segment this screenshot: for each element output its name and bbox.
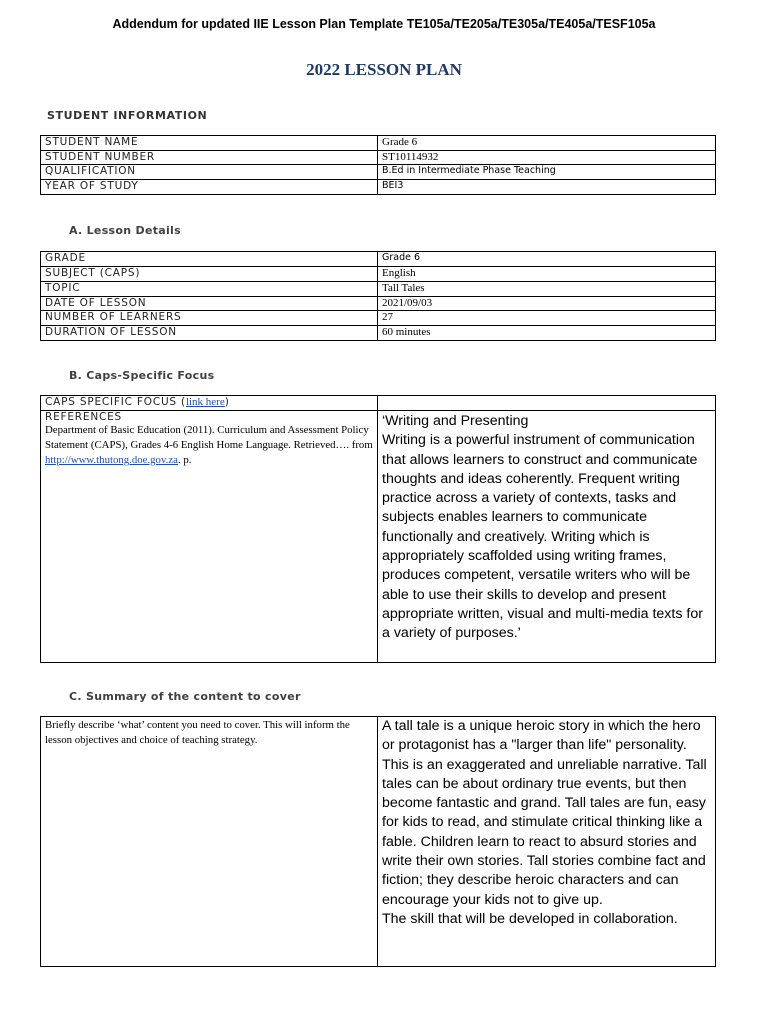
caps-focus-label	[41, 396, 378, 411]
row-value: Grade 6	[378, 252, 716, 267]
page-title: 2022 LESSON PLAN	[306, 60, 462, 79]
table-row	[41, 297, 716, 311]
row-value: Grade 6	[378, 136, 716, 151]
quote-body: Writing is a powerful instrument of communication that allows learners to construct and communicate thoughts and ideas coherently. Frequent writing practice across a variety of contexts, tasks and subjects enables learners to communicate functionally and creatively. Writing which is appropriately scaffolded using writing frames, produces competent, versatile writers who will be able to use their skills to develop and present appropriate written, visual and multi-media texts for a variety of purposes.’	[382, 432, 703, 642]
table-row	[41, 252, 716, 267]
row-value: 60 minutes	[378, 326, 716, 341]
caps-focus-value	[378, 396, 716, 411]
caps-link[interactable]: link here	[185, 396, 225, 408]
row-label: SUBJECT (CAPS)	[41, 267, 378, 282]
summary-heading: C. Summary of the content to cover	[69, 690, 301, 703]
row-label: QUALIFICATION	[41, 165, 378, 180]
thutong-link[interactable]: http://www.thutong.doe.gov.za	[45, 454, 178, 466]
table-row	[41, 311, 716, 326]
row-label: YEAR OF STUDY	[41, 180, 378, 195]
row-value: 27	[378, 311, 716, 326]
row-label: DATE OF LESSON	[41, 297, 378, 311]
table-row	[41, 136, 716, 151]
row-value: English	[378, 267, 716, 282]
table-row	[41, 180, 716, 195]
caps-focus-table	[40, 395, 716, 663]
references-tail: . p.	[177, 454, 192, 466]
row-value: B.Ed in Intermediate Phase Teaching	[378, 165, 716, 180]
table-row	[41, 282, 716, 297]
row-label: STUDENT NAME	[41, 136, 378, 151]
summary-content: A tall tale is a unique heroic story in which the hero or protagonist has a "larger than life" personality. This is an exaggerated and unreliable narrative. Tall tales can be about ordinary true events, but then become fantastic and grand. Tall tales are fun, easy for kids to read, and stimulate critical thinking like a fable. Children learn to react to absurd stories and write their own stories. Tall stories combine fact and fiction; they describe heroic characters and can encourage your kids not to give up.	[382, 718, 707, 908]
row-value: 2021/09/03	[378, 297, 716, 311]
references-label: REFERENCES	[45, 411, 123, 423]
summary-prompt: Briefly describe ‘what’ content you need to cover. This will inform the lesson objectives and choice of teaching strategy.	[41, 717, 378, 967]
student-information-table	[40, 135, 716, 195]
row-label: DURATION OF LESSON	[41, 326, 378, 341]
row-value: Tall Tales	[378, 282, 716, 297]
quote-title: ‘Writing and Presenting	[382, 413, 529, 429]
table-row	[41, 165, 716, 180]
caps-focus-heading: B. Caps-Specific Focus	[69, 369, 215, 382]
table-row	[41, 717, 716, 967]
summary-skill: The skill that will be developed in collaboration.	[382, 910, 678, 927]
summary-table	[40, 716, 716, 967]
table-row	[41, 326, 716, 341]
table-row	[41, 411, 716, 663]
row-label: TOPIC	[41, 282, 378, 297]
student-information-heading: STUDENT INFORMATION	[47, 109, 208, 122]
lesson-details-heading: A. Lesson Details	[69, 224, 181, 237]
row-label: STUDENT NUMBER	[41, 151, 378, 165]
document-header: Addendum for updated IIE Lesson Plan Template TE105a/TE205a/TE305a/TE405a/TESF105a	[112, 17, 656, 31]
caps-focus-label-text: CAPS SPECIFIC FOCUS (	[45, 396, 186, 408]
row-label: GRADE	[41, 252, 378, 267]
summary-content-cell	[378, 717, 716, 967]
caps-focus-close: )	[224, 396, 230, 408]
row-label: NUMBER OF LEARNERS	[41, 311, 378, 326]
references-cell	[41, 411, 378, 663]
references-body: Department of Basic Education (2011). Curriculum and Assessment Policy Statement (CAPS), Grades 4-6 English Home Language. Retrieved…. from	[45, 424, 373, 451]
caps-quote-cell	[378, 411, 716, 663]
row-value: ST10114932	[378, 151, 716, 165]
table-row	[41, 151, 716, 165]
table-row	[41, 396, 716, 411]
table-row	[41, 267, 716, 282]
lesson-details-table	[40, 251, 716, 341]
references-text	[45, 423, 373, 468]
row-value: BEI3	[378, 180, 716, 195]
